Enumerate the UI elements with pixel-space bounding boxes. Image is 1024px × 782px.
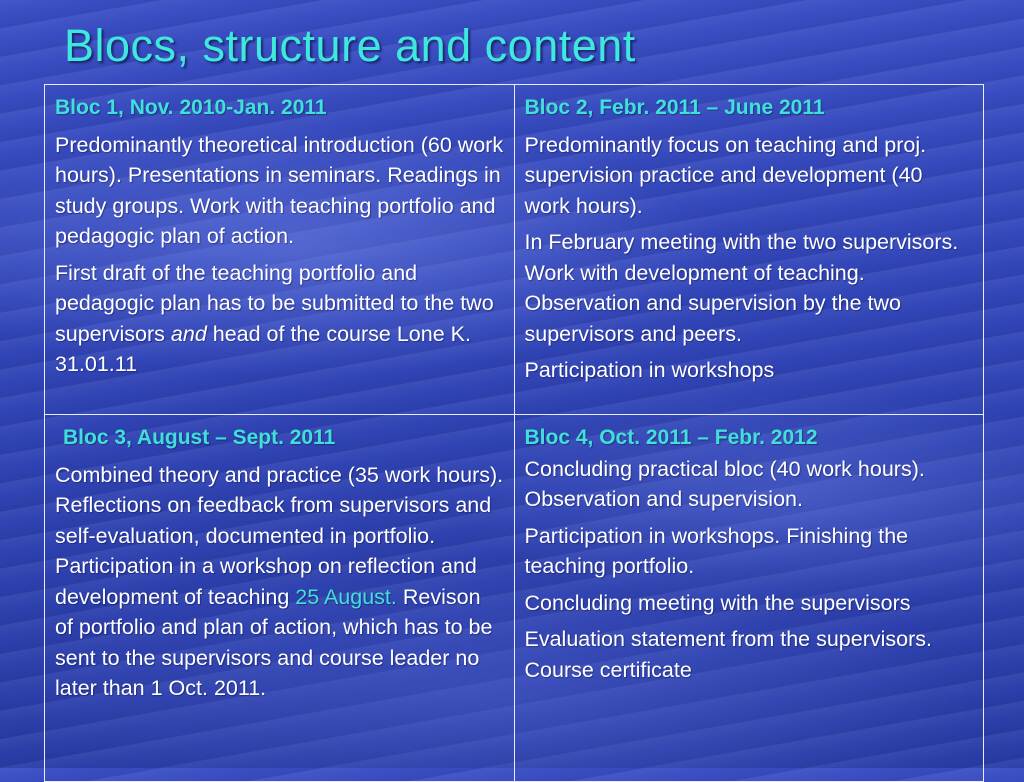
bloc-3-text: Combined theory and practice (35 work hours). Reflections on feedback from supervisors and self-evaluation, documented in portfolio. Participation in a workshop on reflection and development of teaching	[55, 462, 504, 609]
bloc-4-para-1: Concluding practical bloc (40 work hours). Observation and supervision.	[524, 456, 925, 511]
bloc-3-heading: Bloc 3, August – Sept. 2011	[63, 426, 336, 449]
table-row	[45, 85, 984, 415]
bloc-2-para-1: Predominantly focus on teaching and proj. supervision practice and development (40 work hours).	[524, 132, 927, 218]
bloc-4-heading: Bloc 4, Oct. 2011 – Febr. 2012	[524, 426, 818, 449]
bloc-1-para-2	[55, 258, 504, 380]
bloc-1-emphasis: and	[170, 321, 207, 346]
bloc-1-para-2-text: First draft of the teaching portfolio and pedagogic plan has to be submitted to the two supervisors	[55, 260, 494, 346]
blocs-table	[44, 84, 984, 782]
bloc-4-cell	[514, 415, 984, 782]
bloc-2-para-3: Participation in workshops	[524, 358, 775, 382]
bloc-1-para-1: Predominantly theoretical introduction (60 work hours). Presentations in seminars. Readings in study groups. Work with teaching portfolio and pedagogic plan of action.	[55, 132, 504, 248]
bloc-1-para-2-tail: head of the course Lone K. 31.01.11	[55, 321, 471, 376]
bloc-3-text-after: Revison of portfolio and plan of action, which has to be sent to the supervisors and course leader no later than 1 Oct. 2011.	[55, 584, 493, 700]
bloc-4-para-2: Participation in workshops. Finishing the teaching portfolio.	[524, 523, 909, 578]
bloc-2-heading: Bloc 2, Febr. 2011 – June 2011	[524, 96, 825, 119]
bloc-3-para	[55, 460, 504, 704]
bloc-3-cell	[45, 415, 515, 782]
bloc-2-cell	[514, 85, 984, 415]
bloc-2-para-2: In February meeting with the two supervisors. Work with development of teaching. Observation and supervision by the two supervisors and peers.	[524, 230, 959, 346]
bloc-4-para-4: Evaluation statement from the supervisors. Course certificate	[524, 627, 932, 682]
slide-title: Blocs, structure and content	[64, 20, 636, 71]
bloc-1-heading: Bloc 1, Nov. 2010-Jan. 2011	[55, 96, 327, 119]
table-row	[45, 415, 984, 782]
bloc-1-cell	[45, 85, 515, 415]
bloc-3-date-highlight: 25 August.	[295, 584, 397, 609]
bloc-4-para-3: Concluding meeting with the supervisors	[524, 590, 911, 615]
